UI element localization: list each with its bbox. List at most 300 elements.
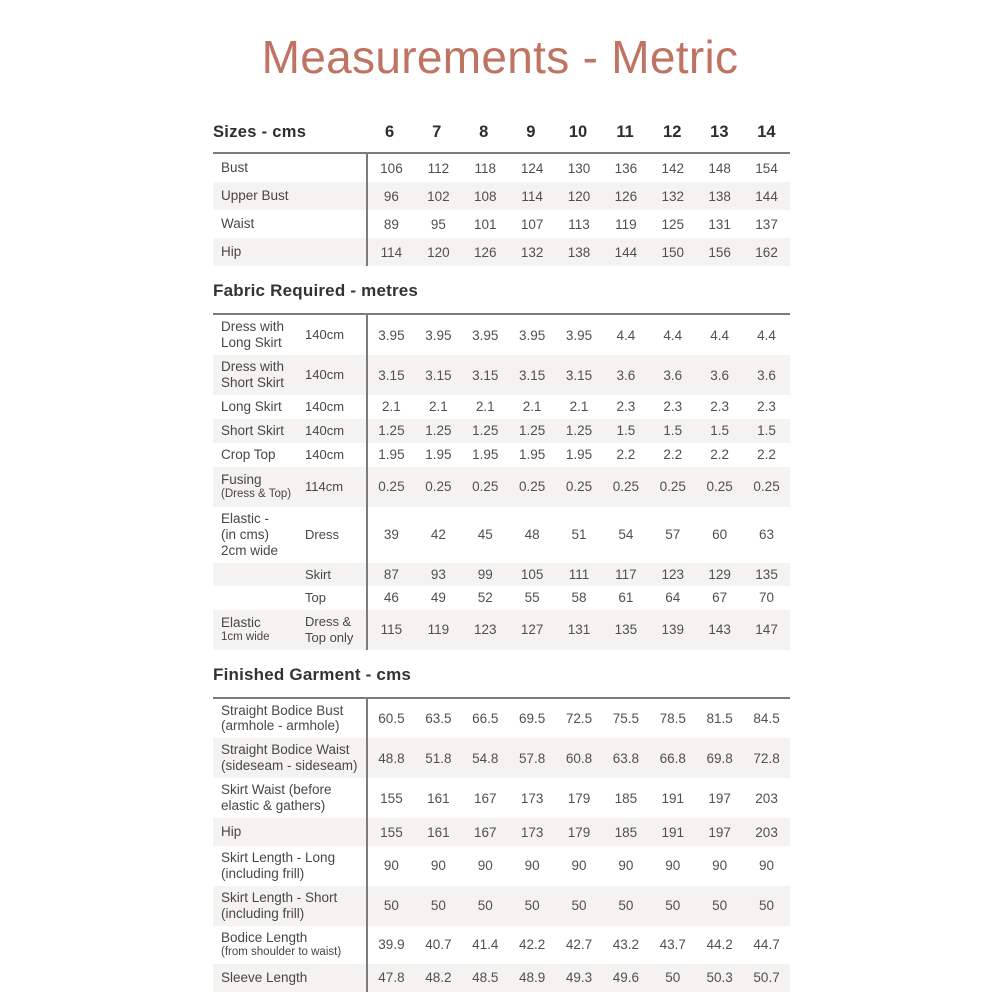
value-cell: 119	[427, 622, 450, 638]
value-cell: 106	[380, 160, 403, 176]
value-cell: 48.8	[378, 750, 405, 766]
page-title: Measurements - Metric	[261, 31, 739, 83]
value-cell: 43.2	[612, 937, 640, 953]
row-label	[213, 886, 366, 926]
value-cell: 43.7	[659, 937, 686, 953]
value-cell: 1.95	[565, 447, 593, 463]
value-cell: 50.3	[706, 970, 733, 986]
value-cell: 155	[380, 824, 403, 840]
value-cell: 2.1	[569, 399, 589, 415]
value-cell: 185	[614, 790, 638, 806]
row-label-line: Skirt Length - Long	[221, 850, 336, 866]
value-cell: 173	[520, 790, 544, 806]
value-cell: 40.7	[425, 937, 452, 953]
value-cell: 2.2	[616, 447, 636, 463]
value-cell: 120	[567, 188, 591, 204]
value-cell: 69.5	[518, 710, 546, 726]
row-label	[213, 846, 366, 886]
value-cell: 138	[708, 188, 731, 204]
table-row	[213, 467, 790, 507]
value-cell: 75.5	[612, 710, 640, 726]
value-cell: 57	[665, 527, 681, 543]
value-cell: 113	[568, 216, 590, 232]
value-cell: 0.25	[425, 479, 452, 495]
value-cell: 49	[430, 590, 446, 606]
row-label-line: Hip	[221, 244, 242, 260]
value-cell: 41.4	[472, 937, 499, 953]
row-values	[366, 818, 790, 846]
table-row	[213, 182, 790, 210]
value-cell: 50	[618, 898, 634, 914]
value-cell: 72.8	[753, 750, 780, 766]
row-values	[366, 315, 790, 355]
value-cell: 57.8	[518, 750, 546, 766]
row-values	[366, 443, 790, 467]
value-cell: 64	[665, 590, 681, 606]
value-cell: 61	[618, 590, 634, 606]
row-values	[366, 395, 790, 419]
value-cell: 2.2	[757, 447, 776, 463]
value-cell: 90	[477, 858, 493, 874]
value-cell: 137	[755, 216, 778, 232]
row-label-line: Hip	[221, 824, 242, 840]
value-cell: 50	[712, 898, 728, 914]
value-cell: 1.95	[378, 447, 405, 463]
value-cell: 0.25	[706, 479, 733, 495]
value-cell: 49.3	[565, 970, 593, 986]
row-label-line: (including frill)	[221, 905, 305, 921]
value-cell: 2.3	[757, 399, 776, 415]
row-label	[213, 699, 366, 739]
value-cell: 139	[661, 622, 685, 638]
table-row	[213, 419, 790, 443]
value-cell: 3.6	[757, 367, 776, 383]
row-label-line: Elastic -	[221, 510, 270, 526]
value-cell: 3.15	[518, 367, 546, 383]
row-values	[366, 964, 790, 992]
value-cell: 63	[759, 527, 775, 543]
value-cell: 3.95	[518, 327, 546, 343]
size-column-header: 10	[568, 122, 588, 141]
value-cell: 3.95	[378, 327, 405, 343]
row-values	[366, 738, 790, 778]
value-cell: 197	[708, 824, 731, 840]
table-row	[213, 778, 790, 818]
row-values	[366, 886, 790, 926]
value-cell: 118	[474, 160, 496, 176]
value-cell: 44.2	[706, 937, 733, 953]
value-cell: 2.3	[663, 399, 683, 415]
table-row	[213, 395, 790, 419]
table-row	[213, 238, 790, 266]
row-label-line: (sideseam - sideseam)	[221, 758, 358, 774]
value-cell: 3.15	[425, 367, 452, 383]
value-cell: 46	[383, 590, 399, 606]
value-cell: 60.8	[565, 750, 593, 766]
value-cell: 50	[665, 970, 681, 986]
row-label-line: Dress with	[221, 319, 285, 335]
value-cell: 63.8	[612, 750, 640, 766]
row-values	[366, 355, 790, 395]
value-cell: 3.15	[565, 367, 593, 383]
table-row	[213, 818, 790, 846]
row-label	[213, 563, 305, 587]
value-cell: 50	[383, 898, 399, 914]
row-label-line: Bust	[221, 160, 249, 176]
value-cell: 3.95	[425, 327, 452, 343]
value-cell: 102	[427, 188, 450, 204]
value-cell: 1.5	[616, 423, 636, 439]
value-cell: 87	[383, 566, 399, 582]
value-cell: 89	[383, 216, 399, 232]
value-cell: 63.5	[425, 710, 452, 726]
row-label-line: Short Skirt	[221, 422, 285, 438]
value-cell: 0.25	[565, 479, 593, 495]
value-cell: 51	[571, 527, 587, 543]
value-cell: 105	[520, 566, 544, 582]
value-cell: 1.5	[663, 423, 683, 439]
row-label-line: 2cm wide	[221, 542, 279, 558]
table-row	[213, 563, 790, 587]
row-sublabel: 140cm	[305, 367, 345, 383]
value-cell: 125	[661, 216, 685, 232]
value-cell: 101	[473, 216, 497, 232]
size-column-header: 14	[757, 122, 776, 141]
table-row	[213, 355, 790, 395]
value-cell: 48.2	[425, 970, 452, 986]
row-label-line: Straight Bodice Waist	[221, 742, 350, 758]
value-cell: 114	[521, 188, 543, 204]
row-values	[366, 154, 790, 182]
value-cell: 50	[759, 898, 775, 914]
row-label	[213, 182, 366, 210]
value-cell: 3.15	[472, 367, 499, 383]
value-cell: 2.3	[616, 399, 636, 415]
table-row	[213, 154, 790, 182]
value-cell: 66.5	[472, 710, 499, 726]
size-column-header: 13	[710, 122, 729, 141]
row-label	[213, 443, 305, 467]
row-label	[213, 586, 305, 610]
value-cell: 1.95	[472, 447, 499, 463]
value-cell: 115	[380, 622, 403, 638]
value-cell: 50	[477, 898, 493, 914]
value-cell: 1.25	[565, 423, 593, 439]
value-cell: 203	[755, 790, 778, 806]
row-label-line: (including frill)	[221, 865, 305, 881]
value-cell: 52	[477, 590, 493, 606]
value-cell: 0.25	[612, 479, 640, 495]
value-cell: 135	[755, 566, 778, 582]
value-cell: 154	[755, 160, 778, 176]
value-cell: 203	[755, 824, 778, 840]
row-sublabel: 140cm	[305, 423, 345, 439]
value-cell: 72.5	[565, 710, 593, 726]
value-cell: 4.4	[616, 327, 636, 343]
value-cell: 132	[661, 188, 685, 204]
value-cell: 161	[427, 824, 450, 840]
value-cell: 107	[520, 216, 544, 232]
value-cell: 48.9	[518, 970, 546, 986]
value-cell: 179	[567, 790, 591, 806]
body-measurements-table	[213, 152, 790, 266]
value-cell: 162	[755, 244, 778, 260]
value-cell: 167	[473, 824, 497, 840]
row-label	[213, 154, 366, 182]
value-cell: 95	[430, 216, 446, 232]
value-cell: 2.1	[428, 399, 448, 415]
row-label-line: Long Skirt	[221, 399, 282, 414]
value-cell: 84.5	[753, 710, 780, 726]
value-cell: 0.25	[378, 479, 405, 495]
row-values	[366, 467, 790, 507]
value-cell: 1.25	[472, 423, 499, 439]
value-cell: 150	[661, 244, 685, 260]
row-label	[213, 610, 305, 650]
value-cell: 191	[661, 790, 685, 806]
row-label-line: Fusing	[221, 472, 262, 488]
value-cell: 58	[571, 590, 587, 606]
size-column-header: 6	[384, 122, 395, 141]
row-values	[366, 507, 790, 563]
value-cell: 123	[473, 622, 497, 638]
row-label	[213, 738, 366, 778]
value-cell: 54.8	[472, 750, 499, 766]
row-sublabel: Skirt	[305, 566, 331, 582]
value-cell: 111	[568, 566, 590, 582]
value-cell: 78.5	[659, 710, 686, 726]
value-cell: 1.95	[425, 447, 452, 463]
row-sublabel: 140cm	[305, 399, 345, 415]
row-label-line: Skirt Waist (before	[221, 782, 332, 798]
table-row	[213, 964, 790, 992]
value-cell: 197	[708, 790, 731, 806]
value-cell: 1.25	[425, 423, 452, 439]
value-cell: 99	[477, 566, 493, 582]
value-cell: 2.3	[710, 399, 730, 415]
value-cell: 50	[430, 898, 446, 914]
row-label-small: (from shoulder to waist)	[221, 945, 342, 958]
value-cell: 127	[520, 622, 544, 638]
sizes-header-row	[213, 112, 790, 152]
row-label	[213, 467, 305, 507]
value-cell: 50	[524, 898, 540, 914]
value-cell: 167	[473, 790, 497, 806]
row-label-line: Straight Bodice Bust	[221, 702, 344, 718]
value-cell: 55	[524, 590, 540, 606]
value-cell: 0.25	[472, 479, 499, 495]
value-cell: 144	[614, 244, 638, 260]
sizes-header-label: Sizes - cms	[213, 122, 307, 141]
size-column-header: 12	[663, 122, 682, 141]
value-cell: 126	[614, 188, 638, 204]
size-column-header: 11	[616, 122, 634, 141]
value-cell: 93	[430, 566, 446, 582]
row-label	[213, 926, 366, 964]
value-cell: 42	[430, 527, 446, 543]
value-cell: 117	[615, 566, 637, 582]
row-values	[366, 610, 790, 650]
value-cell: 123	[661, 566, 685, 582]
value-cell: 1.25	[378, 423, 405, 439]
value-cell: 96	[383, 188, 399, 204]
value-cell: 90	[665, 858, 681, 874]
row-values	[366, 238, 790, 266]
row-sublabel: Dress	[305, 526, 339, 542]
row-label-line: (in cms)	[221, 526, 269, 542]
row-values	[366, 778, 790, 818]
value-cell: 2.2	[710, 447, 730, 463]
row-label-line: Upper Bust	[221, 188, 289, 204]
size-column-header: 7	[432, 122, 442, 141]
row-label	[213, 210, 366, 238]
value-cell: 3.6	[663, 367, 683, 383]
value-cell: 131	[708, 216, 731, 232]
value-cell: 51.8	[425, 750, 452, 766]
value-cell: 50.7	[753, 970, 780, 986]
value-cell: 3.15	[378, 367, 405, 383]
row-values	[366, 182, 790, 210]
value-cell: 2.1	[382, 399, 401, 415]
value-cell: 4.4	[663, 327, 683, 343]
value-cell: 3.95	[472, 327, 499, 343]
row-label	[213, 964, 366, 992]
table-row	[213, 210, 790, 238]
value-cell: 185	[614, 824, 638, 840]
value-cell: 4.4	[710, 327, 730, 343]
value-cell: 50	[665, 898, 681, 914]
content-column	[213, 112, 790, 992]
row-label-line: Elastic	[221, 614, 261, 630]
value-cell: 66.8	[659, 750, 686, 766]
row-label-line: Dress with	[221, 359, 285, 375]
row-values	[366, 699, 790, 739]
value-cell: 173	[520, 824, 544, 840]
table-row	[213, 699, 790, 739]
size-column-header: 8	[479, 122, 489, 141]
row-label	[213, 507, 305, 563]
value-cell: 45	[477, 527, 493, 543]
row-label	[213, 778, 366, 818]
value-cell: 90	[618, 858, 634, 874]
value-cell: 90	[524, 858, 540, 874]
value-cell: 67	[712, 590, 728, 606]
value-cell: 90	[712, 858, 728, 874]
value-cell: 108	[473, 188, 497, 204]
finished-section-heading: Finished Garment - cms	[213, 664, 412, 684]
value-cell: 90	[759, 858, 775, 874]
row-label-line: Bodice Length	[221, 930, 308, 945]
value-cell: 131	[567, 622, 591, 638]
size-column-header: 9	[526, 122, 536, 141]
value-cell: 60.5	[378, 710, 405, 726]
value-cell: 155	[380, 790, 403, 806]
row-values	[366, 926, 790, 964]
value-cell: 3.95	[565, 327, 593, 343]
row-values	[366, 210, 790, 238]
value-cell: 42.7	[565, 937, 593, 953]
row-values	[366, 586, 790, 610]
value-cell: 114	[380, 244, 403, 260]
value-cell: 70	[759, 590, 775, 606]
value-cell: 119	[615, 216, 637, 232]
value-cell: 42.2	[518, 937, 546, 953]
value-cell: 3.6	[710, 367, 730, 383]
table-row	[213, 926, 790, 964]
value-cell: 148	[708, 160, 731, 176]
value-cell: 132	[520, 244, 544, 260]
value-cell: 2.1	[522, 399, 542, 415]
row-label-line: Long Skirt	[221, 335, 282, 350]
table-row	[213, 846, 790, 886]
row-sublabel: 114cm	[305, 479, 344, 495]
value-cell: 81.5	[706, 710, 733, 726]
row-sublabel: 140cm	[305, 447, 345, 463]
table-row	[213, 315, 790, 355]
value-cell: 54	[618, 527, 634, 543]
value-cell: 142	[661, 160, 685, 176]
value-cell: 147	[755, 622, 778, 638]
table-row	[213, 443, 790, 467]
value-cell: 124	[520, 160, 544, 176]
value-cell: 126	[473, 244, 497, 260]
value-cell: 143	[708, 622, 731, 638]
value-cell: 4.4	[757, 327, 776, 343]
value-cell: 1.95	[518, 447, 546, 463]
fabric-section-heading: Fabric Required - metres	[213, 281, 419, 300]
row-label-small: 1cm wide	[221, 630, 270, 643]
value-cell: 138	[567, 244, 591, 260]
value-cell: 129	[708, 566, 731, 582]
row-label	[213, 355, 305, 395]
value-cell: 135	[614, 622, 638, 638]
value-cell: 144	[755, 188, 778, 204]
value-cell: 39.9	[378, 937, 405, 953]
value-cell: 44.7	[753, 937, 780, 953]
value-cell: 161	[427, 790, 450, 806]
value-cell: 2.1	[475, 399, 495, 415]
row-values	[366, 846, 790, 886]
value-cell: 90	[430, 858, 446, 874]
value-cell: 179	[567, 824, 591, 840]
value-cell: 112	[427, 160, 450, 176]
fabric-required-table	[213, 313, 790, 650]
row-values	[366, 563, 790, 587]
value-cell: 48	[524, 527, 540, 543]
size-columns	[366, 123, 790, 142]
value-cell: 120	[427, 244, 450, 260]
value-cell: 90	[571, 858, 587, 874]
value-cell: 69.8	[706, 750, 733, 766]
row-label-line: (armhole - armhole)	[221, 718, 340, 734]
value-cell: 1.25	[518, 423, 546, 439]
row-label	[213, 395, 305, 419]
value-cell: 2.2	[663, 447, 683, 463]
table-row	[213, 738, 790, 778]
value-cell: 1.5	[757, 423, 776, 439]
row-sublabel: Dress & Top only	[305, 614, 354, 645]
value-cell: 191	[661, 824, 685, 840]
value-cell: 49.6	[612, 970, 640, 986]
row-label-line: elastic & gathers)	[221, 798, 326, 814]
value-cell: 39	[383, 527, 399, 543]
row-label	[213, 419, 305, 443]
row-label-line: Sleeve Length	[221, 969, 308, 985]
table-row	[213, 610, 790, 650]
value-cell: 0.25	[753, 479, 780, 495]
row-label-line: Waist	[221, 216, 255, 232]
value-cell: 156	[708, 244, 731, 260]
